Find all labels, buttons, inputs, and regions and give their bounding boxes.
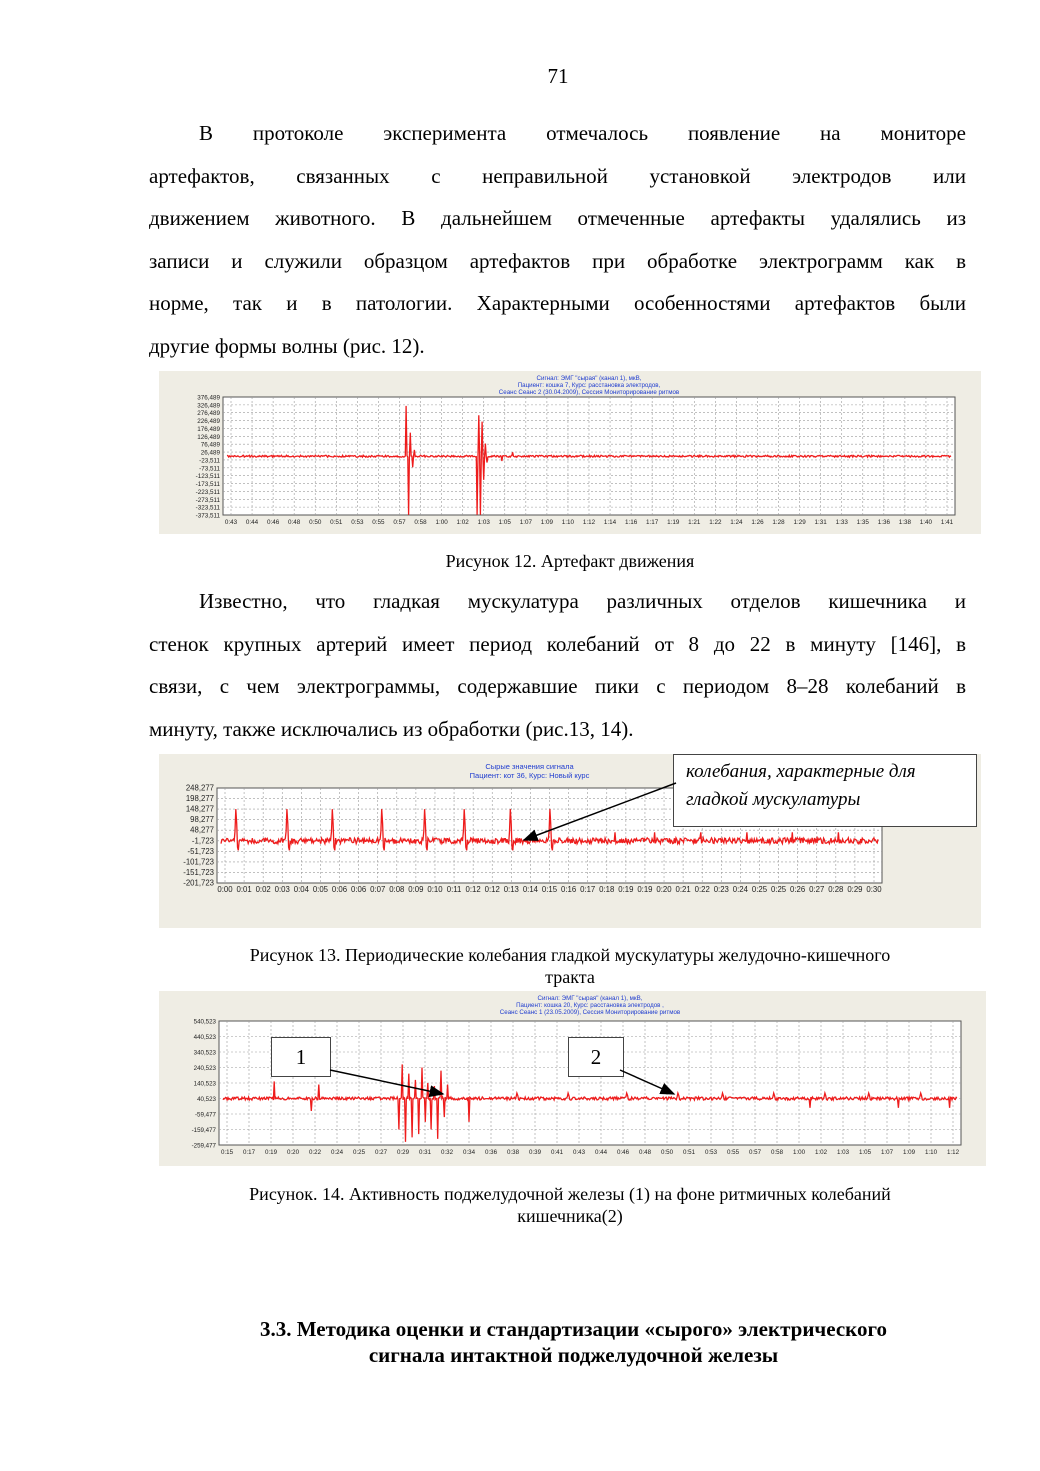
- x-tick-label: 0:23: [713, 885, 729, 894]
- figure-14: [159, 991, 986, 1166]
- y-tick-label: 248,277: [185, 783, 214, 793]
- x-tick-label: 1:02: [456, 519, 469, 526]
- y-tick-label: 176,489: [197, 425, 220, 433]
- x-tick-label: 1:05: [498, 519, 511, 526]
- x-tick-label: 0:02: [255, 885, 271, 894]
- x-tick-label: 1:02: [814, 1149, 828, 1156]
- x-tick-label: 0:36: [484, 1149, 498, 1156]
- figure-12: [159, 371, 981, 534]
- heading-line: 3.3. Методика оценки и стандартизации «сырого» электрического: [259, 1317, 888, 1341]
- x-tick-label: 1:10: [924, 1149, 938, 1156]
- y-tick-label: 40,523: [197, 1096, 216, 1103]
- x-tick-label: 0:41: [550, 1149, 564, 1156]
- x-tick-label: 1:40: [919, 519, 933, 526]
- y-tick-label: -323,511: [195, 504, 220, 512]
- x-tick-label: 0:50: [660, 1149, 674, 1156]
- y-tick-label: -23,511: [199, 457, 220, 465]
- x-tick-label: 0:48: [288, 519, 301, 526]
- x-tick-label: 0:58: [770, 1149, 784, 1156]
- x-tick-label: 1:36: [877, 519, 890, 526]
- y-tick-label: -51,723: [187, 846, 214, 856]
- y-tick-label: -373,511: [195, 512, 220, 520]
- text-line: Известно, что гладкая мускулатура различных отделов кишечника и: [199, 589, 966, 613]
- x-tick-label: 0:08: [389, 885, 405, 894]
- chart-header-line: Сырые значения сигнала: [485, 762, 574, 771]
- figure-14-label-2: 2: [568, 1037, 624, 1077]
- x-tick-label: 1:07: [880, 1149, 894, 1156]
- x-tick-label: 0:25: [352, 1149, 366, 1156]
- x-tick-label: 0:16: [560, 885, 577, 894]
- x-tick-label: 0:22: [308, 1149, 322, 1156]
- x-tick-label: 0:20: [286, 1149, 300, 1156]
- text-line: норме, так и в патологии. Характерными особенностями артефактов были: [149, 291, 966, 315]
- x-tick-label: 1:03: [836, 1149, 850, 1156]
- y-tick-label: 140,523: [193, 1080, 216, 1088]
- chart-header-line: Пациент: кошка 20, Курс: расстановка электродов ,: [516, 1002, 664, 1009]
- y-tick-label: 240,523: [193, 1065, 216, 1072]
- y-tick-label: 276,489: [197, 410, 220, 418]
- text-line: В протоколе эксперимента отмечалось появление на мониторе: [199, 121, 966, 145]
- figure-14-chart: [159, 991, 986, 1166]
- caption-line: Рисунок. 14. Активность поджелудочной железы (1) на фоне ритмичных колебаний: [249, 1184, 891, 1204]
- chart-header-line: Пациент: кошка 7, Курс: расстановка электродов,: [517, 382, 661, 389]
- x-tick-label: 0:50: [309, 519, 322, 526]
- x-tick-label: 0:51: [330, 519, 343, 526]
- x-tick-label: 1:14: [603, 519, 617, 526]
- x-tick-label: 0:29: [396, 1149, 410, 1156]
- x-tick-label: 0:19: [637, 885, 653, 894]
- x-tick-label: 0:09: [408, 885, 424, 894]
- figure-12-caption: [159, 550, 981, 572]
- x-tick-label: 0:43: [224, 519, 238, 526]
- x-tick-label: 0:57: [748, 1149, 762, 1156]
- y-tick-label: 126,489: [197, 433, 220, 441]
- paragraph-2: [149, 580, 966, 750]
- x-tick-label: 0:48: [638, 1149, 652, 1156]
- x-tick-label: 0:39: [528, 1149, 542, 1156]
- y-tick-label: -59,477: [195, 1111, 216, 1119]
- chart-header-line: Сигнал: ЭМГ "сырая" (канал 1), мкВ,: [536, 375, 642, 382]
- figure-12-chart: [159, 371, 981, 534]
- text-line: стенок крупных артерий имеет период колебаний от 8 до 22 в минуту [146], в: [149, 631, 966, 656]
- x-tick-label: 1:03: [477, 519, 490, 526]
- section-heading: [149, 1316, 998, 1368]
- x-tick-label: 0:28: [828, 885, 844, 894]
- callout-line: колебания, характерные для: [686, 761, 916, 782]
- x-tick-label: 0:26: [790, 885, 806, 894]
- x-tick-label: 1:24: [730, 519, 743, 526]
- y-tick-label: 440,523: [193, 1034, 216, 1041]
- x-tick-label: 0:13: [503, 885, 519, 894]
- x-tick-label: 0:17: [242, 1149, 256, 1156]
- caption-line: Рисунок 13. Периодические колебания гладкой мускулатуры желудочно-кишечного: [249, 945, 891, 965]
- text-line: движением животного. В дальнейшем отмеченные артефакты удалялись из: [149, 206, 966, 230]
- x-tick-label: 0:03: [274, 885, 290, 894]
- y-tick-label: -273,511: [195, 496, 220, 504]
- figure-13-callout: [673, 754, 977, 827]
- x-tick-label: 1:09: [902, 1149, 916, 1156]
- x-tick-label: 1:05: [858, 1149, 872, 1156]
- x-tick-label: 0:04: [293, 885, 309, 894]
- y-tick-label: 148,277: [185, 804, 214, 814]
- x-tick-label: 0:24: [732, 885, 748, 894]
- x-tick-label: 0:11: [446, 885, 462, 894]
- callout-line: гладкой мускулатуры: [686, 789, 861, 810]
- x-tick-label: 0:29: [847, 885, 863, 894]
- x-tick-label: 1:09: [540, 519, 554, 526]
- x-tick-label: 1:33: [835, 519, 848, 526]
- x-tick-label: 1:21: [688, 519, 701, 526]
- y-tick-label: -159,477: [191, 1127, 216, 1134]
- x-tick-label: 1:07: [519, 519, 532, 526]
- x-tick-label: 0:00: [217, 885, 233, 894]
- x-tick-label: 0:44: [594, 1149, 608, 1156]
- figure-14-label-1: 1: [271, 1037, 331, 1077]
- x-tick-label: 0:19: [264, 1149, 278, 1156]
- x-tick-label: 0:25: [751, 885, 768, 894]
- x-tick-label: 1:17: [646, 519, 659, 526]
- y-tick-label: 376,489: [197, 394, 220, 402]
- x-tick-label: 0:46: [616, 1149, 630, 1156]
- x-tick-label: 1:31: [814, 519, 827, 526]
- x-tick-label: 0:34: [462, 1149, 476, 1156]
- y-tick-label: 540,523: [193, 1018, 216, 1026]
- x-tick-label: 0:51: [682, 1149, 696, 1156]
- x-tick-label: 1:16: [624, 519, 638, 526]
- x-tick-label: 1:12: [946, 1149, 960, 1156]
- x-tick-label: 1:10: [561, 519, 575, 526]
- y-tick-label: -101,723: [183, 857, 214, 867]
- x-tick-label: 0:07: [370, 885, 386, 894]
- x-tick-label: 1:00: [792, 1149, 806, 1156]
- chart-header-line: Сеанс Сеанс 2 (30.04.2009), Сессия Мониторирование ритмов: [498, 389, 680, 396]
- x-tick-label: 0:05: [312, 885, 329, 894]
- x-tick-label: 0:15: [220, 1149, 234, 1156]
- x-tick-label: 0:58: [414, 519, 427, 526]
- x-tick-label: 0:12: [465, 885, 481, 894]
- x-tick-label: 0:55: [372, 519, 385, 526]
- x-tick-label: 0:25: [770, 885, 787, 894]
- y-tick-label: -173,511: [195, 481, 220, 489]
- figure-13-caption: [159, 944, 981, 988]
- x-tick-label: 0:12: [484, 885, 500, 894]
- x-tick-label: 1:35: [856, 519, 869, 526]
- x-tick-label: 0:22: [694, 885, 710, 894]
- x-tick-label: 0:24: [330, 1149, 344, 1156]
- x-tick-label: 1:12: [582, 519, 596, 526]
- chart-header-line: Пациент: кот 36, Курс: Новый курс: [469, 771, 590, 780]
- y-tick-label: -201,723: [183, 878, 214, 888]
- y-tick-label: 98,277: [190, 815, 214, 825]
- y-tick-label: 76,489: [200, 441, 220, 449]
- x-tick-label: 1:22: [709, 519, 722, 526]
- chart-header-line: Сигнал: ЭМГ "сырая" (канал 1), мкВ,: [537, 995, 643, 1002]
- text-line: минуту, также исключались из обработки (рис.13, 14).: [149, 716, 634, 741]
- y-tick-label: -123,511: [195, 473, 220, 481]
- text-line: связи, с чем электрограммы, содержавшие пики с периодом 8–28 колебаний в: [149, 674, 966, 698]
- y-tick-label: 26,489: [200, 449, 220, 457]
- figure-14-caption: [159, 1183, 981, 1227]
- x-tick-label: 0:14: [522, 885, 539, 894]
- x-tick-label: 0:15: [541, 885, 558, 894]
- x-tick-label: 0:27: [374, 1149, 388, 1156]
- x-tick-label: 0:19: [618, 885, 634, 894]
- x-tick-label: 0:32: [440, 1149, 454, 1156]
- x-tick-label: 1:41: [940, 519, 954, 526]
- caption-line: кишечника(2): [517, 1206, 623, 1226]
- x-tick-label: 0:06: [351, 885, 367, 894]
- text-line: другие формы волны (рис. 12).: [149, 333, 425, 358]
- y-tick-label: -259,477: [191, 1142, 216, 1150]
- y-tick-label: -1,723: [191, 836, 214, 846]
- x-tick-label: 0:21: [675, 885, 691, 894]
- x-tick-label: 1:26: [751, 519, 764, 526]
- text-line: артефактов, связанных с неправильной установкой электродов или: [149, 163, 966, 188]
- x-tick-label: 0:17: [580, 885, 596, 894]
- y-tick-label: 226,489: [197, 418, 220, 426]
- chart-header-line: Сеанс Сеанс 1 (23.05.2009), Сессия Мониторирование ритмов: [499, 1009, 681, 1016]
- y-tick-label: 340,523: [193, 1049, 216, 1057]
- x-tick-label: 0:57: [393, 519, 406, 526]
- x-tick-label: 0:20: [656, 885, 672, 894]
- y-tick-label: 48,277: [190, 825, 214, 835]
- y-tick-label: -73,511: [199, 465, 220, 473]
- x-tick-label: 0:30: [866, 885, 882, 894]
- caption-line: Рисунок 12. Артефакт движения: [445, 551, 695, 571]
- x-tick-label: 0:55: [726, 1149, 740, 1156]
- x-tick-label: 0:44: [245, 519, 259, 526]
- page-number: 71: [547, 64, 569, 88]
- x-tick-label: 0:53: [704, 1149, 718, 1156]
- x-tick-label: 0:10: [427, 885, 443, 894]
- y-tick-label: -223,511: [195, 488, 220, 496]
- text-line: записи и служили образцом артефактов при обработке электрограмм как в: [149, 248, 966, 273]
- x-tick-label: 1:00: [435, 519, 448, 526]
- x-tick-label: 0:06: [331, 885, 348, 894]
- x-tick-label: 1:38: [898, 519, 912, 526]
- x-tick-label: 1:19: [667, 519, 680, 526]
- x-tick-label: 0:46: [266, 519, 280, 526]
- x-tick-label: 1:28: [772, 519, 785, 526]
- x-tick-label: 1:29: [793, 519, 806, 526]
- x-tick-label: 0:43: [572, 1149, 586, 1156]
- caption-line: тракта: [545, 967, 595, 987]
- x-tick-label: 0:53: [351, 519, 364, 526]
- paragraph-1: [149, 112, 966, 367]
- x-tick-label: 0:01: [236, 885, 252, 894]
- y-tick-label: 326,489: [197, 402, 220, 410]
- y-tick-label: -151,723: [183, 867, 214, 877]
- x-tick-label: 0:27: [809, 885, 825, 894]
- x-tick-label: 0:18: [599, 885, 615, 894]
- heading-line: сигнала интактной поджелудочной железы: [368, 1343, 779, 1367]
- x-tick-label: 0:38: [506, 1149, 520, 1156]
- y-tick-label: 198,277: [185, 794, 214, 804]
- x-tick-label: 0:31: [418, 1149, 432, 1156]
